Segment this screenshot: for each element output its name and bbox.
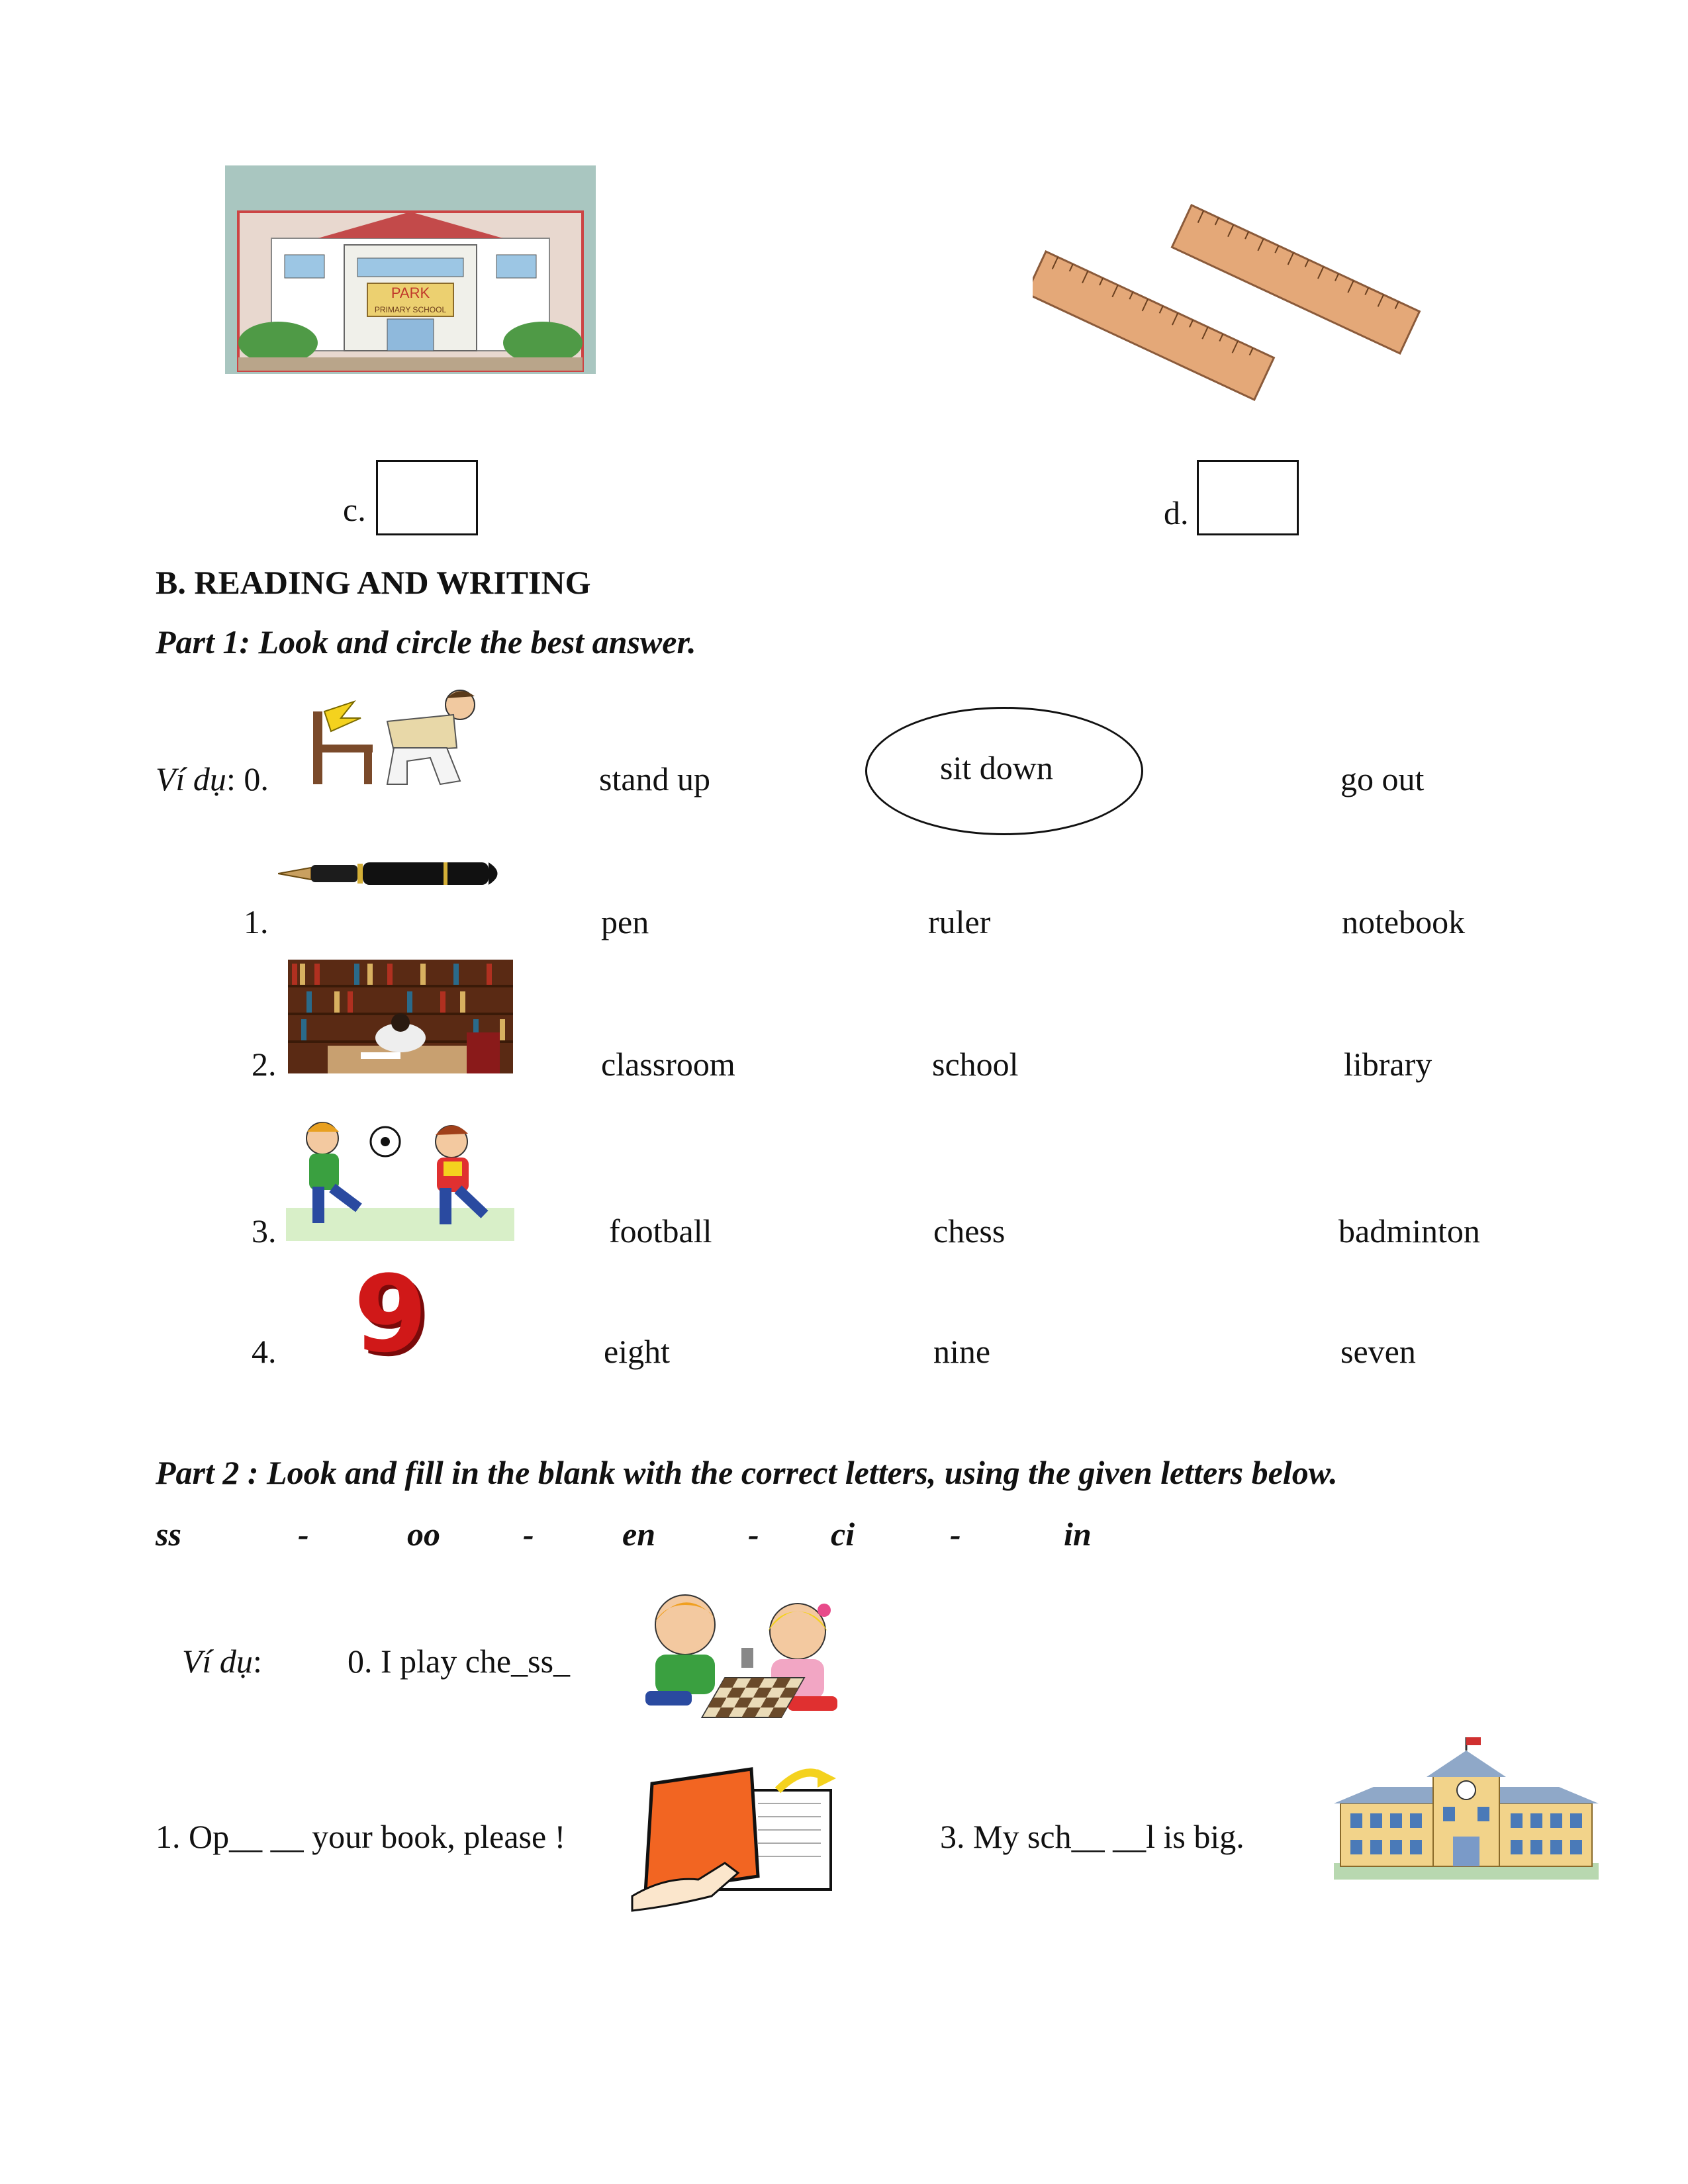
answer-box-c[interactable] — [376, 460, 478, 535]
number-nine-picture — [338, 1252, 444, 1376]
example-option-1[interactable]: stand up — [599, 760, 711, 797]
example-prefix: Ví dụ — [156, 760, 226, 797]
letter-separator: - — [523, 1516, 534, 1553]
q3-option-3[interactable]: badminton — [1338, 1212, 1480, 1250]
part1-title: Part 1: Look and circle the best answer. — [156, 623, 696, 660]
chess-picture — [632, 1585, 851, 1727]
given-letter-3: en — [622, 1516, 655, 1553]
q1-option-3[interactable]: notebook — [1342, 903, 1466, 940]
option-d-label: d. — [1164, 494, 1189, 531]
part2-example-sentence: 0. I play che_ss_ — [348, 1643, 571, 1680]
given-letters — [156, 1518, 1115, 1557]
q1-option-2[interactable]: ruler — [928, 903, 991, 940]
q2-option-2[interactable]: school — [932, 1046, 1019, 1083]
q3-number: 3. — [252, 1212, 277, 1250]
library-picture — [288, 960, 513, 1073]
school-picture — [225, 165, 596, 374]
letter-separator: - — [950, 1516, 961, 1553]
school-building-picture — [1334, 1737, 1599, 1880]
example-label — [156, 762, 269, 796]
q3-option-1[interactable]: football — [609, 1212, 712, 1250]
school-sign-subtext: PRIMARY SCHOOL — [374, 305, 447, 314]
example-option-2[interactable]: sit down — [940, 749, 1053, 786]
part2-example-label — [182, 1645, 262, 1678]
number-nine-glyph: 9 — [353, 1252, 428, 1376]
q3-option-2[interactable]: chess — [933, 1212, 1006, 1250]
q2-number: 2. — [252, 1046, 277, 1083]
letter-separator: - — [748, 1516, 759, 1553]
sit-down-picture — [301, 682, 513, 791]
q4-option-3[interactable]: seven — [1340, 1333, 1416, 1370]
given-letter-4: ci — [831, 1516, 855, 1553]
rulers-picture — [1033, 192, 1443, 410]
letter-separator: - — [298, 1516, 309, 1553]
q4-option-1[interactable]: eight — [604, 1333, 670, 1370]
part2-title: Part 2 : Look and fill in the blank with the correct letters, using the given letters below. — [156, 1454, 1338, 1491]
football-picture — [286, 1102, 514, 1241]
option-c-label: c. — [343, 491, 366, 528]
example-number: : 0. — [226, 760, 269, 797]
q4-option-2[interactable]: nine — [933, 1333, 991, 1370]
q1-number: 1. — [244, 903, 269, 940]
part2-example-colon: : — [252, 1643, 262, 1680]
pen-picture — [278, 857, 506, 890]
q4-number: 4. — [252, 1333, 277, 1370]
q2-option-3[interactable]: library — [1344, 1046, 1432, 1083]
given-letter-1: ss — [156, 1516, 181, 1553]
part2-example-prefix: Ví dụ — [182, 1643, 253, 1680]
answer-box-d[interactable] — [1197, 460, 1299, 535]
given-letter-5: in — [1064, 1516, 1092, 1553]
q2-option-1[interactable]: classroom — [601, 1046, 735, 1083]
q1-option-1[interactable]: pen — [601, 903, 649, 940]
open-book-picture — [626, 1764, 864, 1913]
section-b-title: B. READING AND WRITING — [156, 564, 591, 601]
part2-q3-sentence: 3. My sch__ __l is big. — [940, 1818, 1244, 1855]
part2-q1-sentence: 1. Op__ __ your book, please ! — [156, 1818, 566, 1855]
school-sign-text: PARK — [391, 285, 430, 301]
example-option-3[interactable]: go out — [1340, 760, 1425, 797]
given-letter-2: oo — [407, 1516, 440, 1553]
